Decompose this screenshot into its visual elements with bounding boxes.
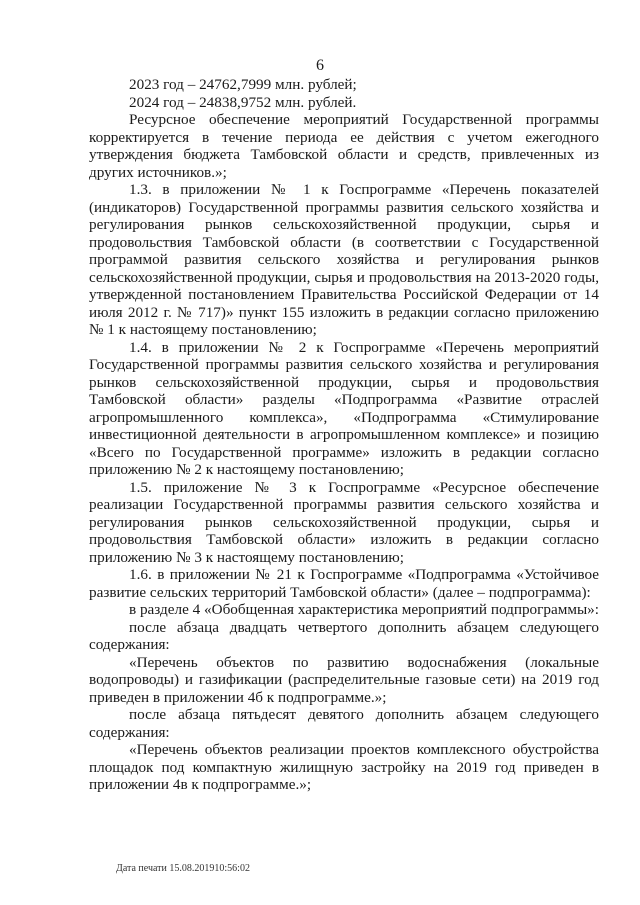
paragraph-budget-2024: 2024 год – 24838,9752 млн. рублей. [129, 93, 357, 111]
paragraph-after-24th: после абзаца двадцать четвертого дополнить абзацем следующего содержания: [89, 618, 599, 653]
paragraph-budget-2023: 2023 год – 24762,7999 млн. рублей; [129, 76, 357, 93]
paragraph-section-4: в разделе 4 «Обобщенная характеристика мероприятий подпрограммы»: [129, 601, 599, 618]
paragraph-housing-list: «Перечень объектов реализации проектов комплексного обустройства площадок под компактную жилищную застройку на 2019 год приведен в приложении 4в к подпрограмме.»; [89, 741, 599, 793]
paragraph-after-59th: после абзаца пятьдесят девятого дополнить абзацем следующего содержания: [89, 706, 599, 741]
print-date-footer: Дата печати 15.08.201910:56:02 [116, 863, 250, 874]
paragraph-item-1-4: 1.4. в приложении № 2 к Госпрограмме «Перечень мероприятий Государственной программы развития сельского хозяйства и регулирования рынков сельскохозяйственной продукции, сырья и продовольствия Тамбовской области» разделы «Подпрограмма «Развитие отраслей агропромышленного комплекса», «Подпрограмма «Стимулирование инвестиционной деятельности в агропромышленном комплексе» и позицию «Всего по Государственной программе» изложить в редакции согласно приложению № 2 к настоящему постановлению; [89, 338, 599, 478]
page-number: 6 [316, 57, 324, 74]
paragraph-item-1-3: 1.3. в приложении № 1 к Госпрограмме «Перечень показателей (индикаторов) Государственной программы развития сельского хозяйства и регулирования рынков сельскохозяйственной продукции, сырья и продовольствия Тамбовской области (в соответствии с Государственной программой развития сельского хозяйства и регулирования рынков сельскохозяйственной продукции, сырья и продовольствия на 2013-2020 годы, утвержденной постановлением Правительства Российской Федерации от 14 июля 2012 г. № 717)» пункт 155 изложить в редакции согласно приложению № 1 к настоящему постановлению; [89, 181, 599, 338]
paragraph-resource-provision: Ресурсное обеспечение мероприятий Государственной программы корректируется в течение периода ее действия с учетом ежегодного утверждения бюджета Тамбовской области и средств, привлеченных из других источников.»; [89, 111, 599, 181]
paragraph-item-1-6: 1.6. в приложении № 21 к Госпрограмме «Подпрограмма «Устойчивое развитие сельских территорий Тамбовской области» (далее – подпрограмма): [89, 566, 599, 601]
paragraph-item-1-5: 1.5. приложение № 3 к Госпрограмме «Ресурсное обеспечение реализации Государственной программы развития сельского хозяйства и регулирования рынков сельскохозяйственной продукции, сырья и продовольствия Тамбовской области» изложить в редакции согласно приложению № 3 к настоящему постановлению; [89, 478, 599, 566]
document-body [89, 76, 599, 794]
paragraph-water-gas-list: «Перечень объектов по развитию водоснабжения (локальные водопроводы) и газификации (распределительные газовые сети) на 2019 год приведен в приложении 4б к подпрограмме.»; [89, 653, 599, 706]
